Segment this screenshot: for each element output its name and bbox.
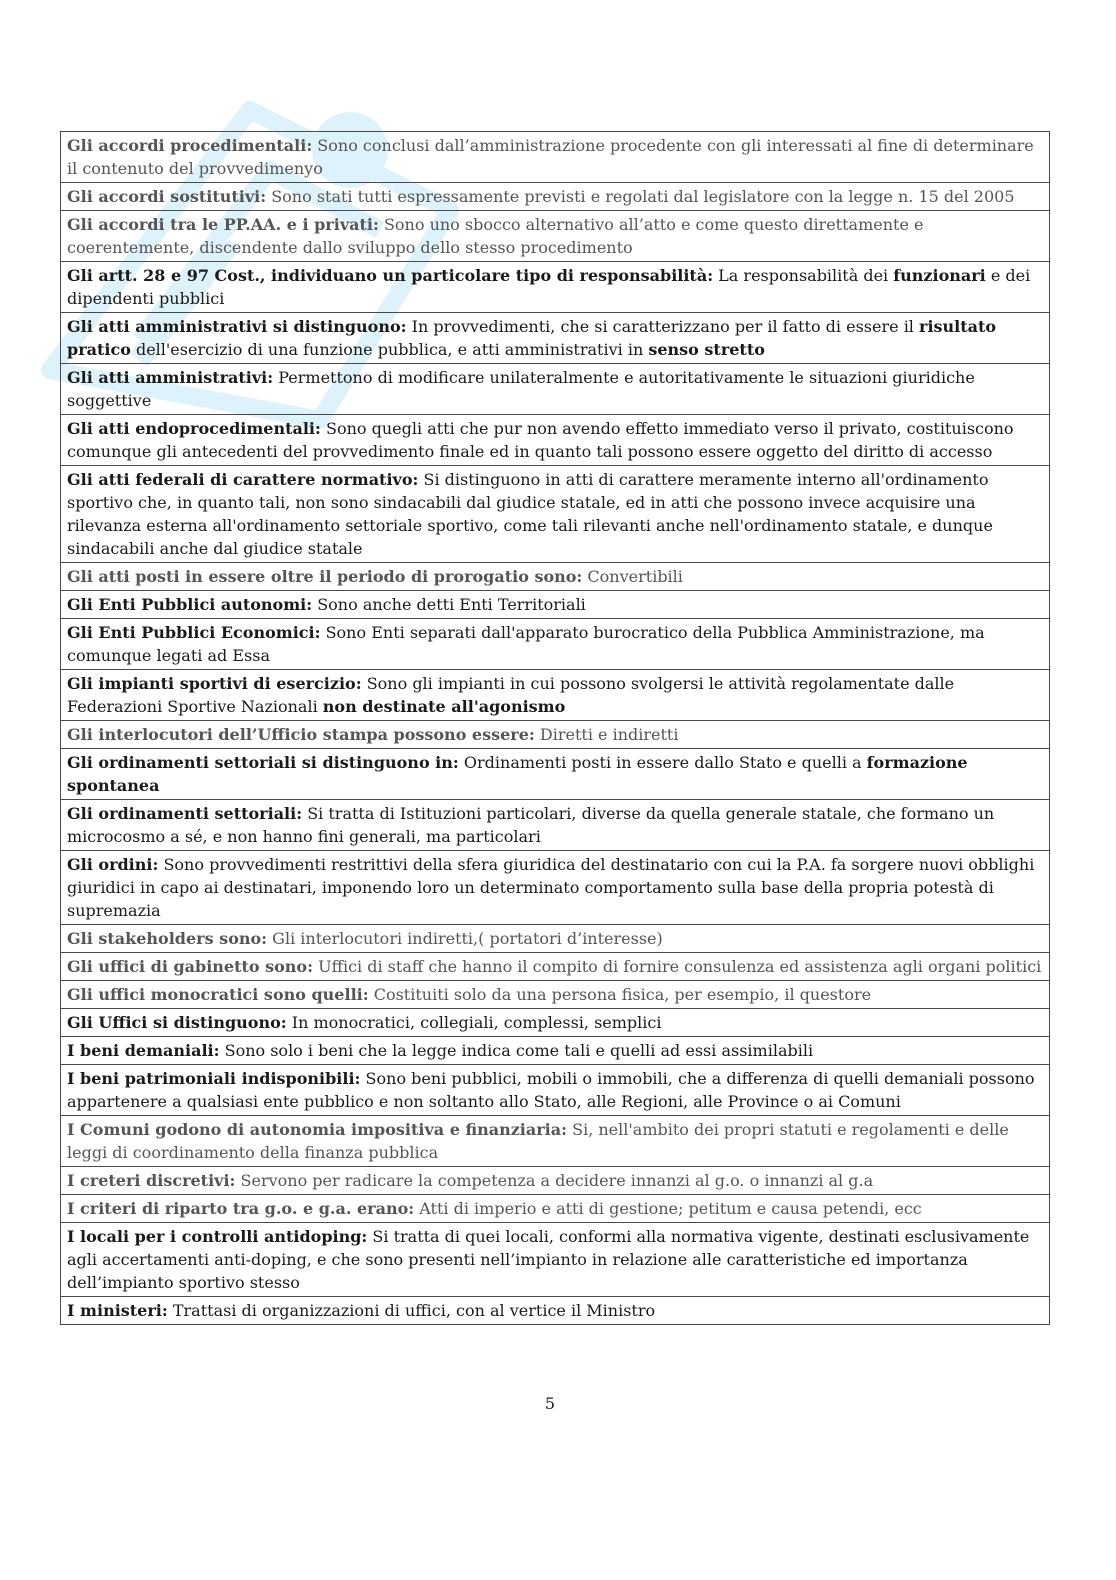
table-row [61,1195,1050,1223]
table-row [61,211,1050,262]
table-row [61,262,1050,313]
table-cell [61,591,1050,619]
question-term: Gli Uffici si distinguono: [67,1013,287,1032]
table-row [61,800,1050,851]
question-term: Gli accordi procedimentali: [67,136,313,155]
question-term: Gli atti posti in essere oltre il periodo di prorogatio sono: [67,567,583,586]
answer-text: Diretti e indiretti [534,725,679,744]
table-row [61,1167,1050,1195]
table-row [61,1116,1050,1167]
table-cell [61,466,1050,563]
answer-text: Si tratta di Istituzioni particolari, diverse da quella generale statale, che formano un microcosmo a sé, e non hanno fini generali, ma particolari [67,804,995,846]
answer-text: La responsabilità dei [713,266,894,285]
answer-text: Ordinamenti posti in essere dallo Stato e quelli a [458,753,867,772]
question-term: I beni patrimoniali indisponibili: [67,1069,361,1088]
table-row [61,1297,1050,1325]
table-row [61,851,1050,925]
table-row [61,466,1050,563]
answer-text: Si tratta di quei locali, conformi alla normativa vigente, destinati esclusivamente agli accertamenti anti-doping, e che sono presenti nell’impianto in relazione alle caratteristiche ed importanza dell’impianto sportivo stesso [67,1227,1030,1292]
table-row [61,721,1050,749]
answer-emphasis: funzionari [893,266,986,285]
table-row [61,364,1050,415]
answer-emphasis: risultato pratico [67,317,997,359]
answer-text: Si, nell'ambito dei propri statuti e regolamenti e delle leggi di coordinamento della finanza pubblica [67,1120,1009,1162]
question-term: I criteri di riparto tra g.o. e g.a. erano: [67,1199,415,1218]
table-cell [61,211,1050,262]
answer-text: Sono provvedimenti restrittivi della sfera giuridica del destinatario con cui la P.A. fa sorgere nuovi obblighi giuridici in capo ai destinatari, imponendo loro un determinato comportamento sulla base della propria potestà di supremazia [67,855,1035,920]
question-term: Gli accordi sostitutivi: [67,187,267,206]
answer-text: Sono uno sbocco alternativo all’atto e come questo direttamente e coerentemente, discendente dallo sviluppo dello stesso procedimento [67,215,924,257]
question-term: Gli ordinamenti settoriali: [67,804,303,823]
question-term: I beni demaniali: [67,1041,220,1060]
answer-text: Atti di imperio e atti di gestione; petitum e causa petendi, ecc [414,1199,922,1218]
answer-text: Sono stati tutti espressamente previsti e regolati dal legislatore con la legge n. 15 del 2005 [266,187,1015,206]
answer-text: Servono per radicare la competenza a decidere innanzi al g.o. o innanzi al g.a [235,1171,874,1190]
table-cell [61,981,1050,1009]
table-cell [61,953,1050,981]
answer-text: Sono conclusi dall’amministrazione procedente con gli interessati al fine di determinare il contenuto del provvedimenyo [67,136,1034,178]
table-row [61,981,1050,1009]
question-term: Gli Enti Pubblici Economici: [67,623,321,642]
table-row [61,749,1050,800]
table-row [61,670,1050,721]
table-cell [61,563,1050,591]
answer-emphasis: non destinate all'agonismo [322,697,566,716]
answer-text: Permettono di modificare unilateralmente e autoritativamente le situazioni giuridiche soggettive [67,368,975,410]
answer-text: Gli interlocutori indiretti,( portatori d’interesse) [267,929,663,948]
table-cell [61,619,1050,670]
table-cell [61,1065,1050,1116]
table-cell [61,132,1050,183]
table-cell [61,800,1050,851]
question-term: Gli atti federali di carattere normativo: [67,470,419,489]
answer-text: dell'esercizio di una funzione pubblica, e atti amministrativi in [130,340,649,359]
table-cell [61,1037,1050,1065]
table-row [61,619,1050,670]
answer-emphasis: senso stretto [648,340,765,359]
table-row [61,591,1050,619]
table-cell [61,262,1050,313]
table-cell [61,721,1050,749]
table-row [61,183,1050,211]
table-cell [61,1009,1050,1037]
question-term: Gli atti amministrativi si distinguono: [67,317,407,336]
table-row [61,1223,1050,1297]
table-cell [61,415,1050,466]
question-term: I ministeri: [67,1301,168,1320]
answer-text: In provvedimenti, che si caratterizzano per il fatto di essere il [406,317,920,336]
answer-text: Sono solo i beni che la legge indica come tali e quelli ad essi assimilabili [219,1041,814,1060]
answer-text: Sono beni pubblici, mobili o immobili, che a differenza di quelli demaniali possono appartenere a qualsiasi ente pubblico e non soltanto allo Stato, alle Regioni, alle Province o ai Comuni [67,1069,1035,1111]
table-cell [61,670,1050,721]
table-row [61,1009,1050,1037]
question-term: Gli uffici di gabinetto sono: [67,957,314,976]
qa-table [60,131,1050,1325]
answer-text: Sono Enti separati dall'apparato burocratico della Pubblica Amministrazione, ma comunque legati ad Essa [67,623,985,665]
table-row [61,563,1050,591]
answer-text: e dei dipendenti pubblici [67,266,1031,308]
answer-text: Convertibili [582,567,683,586]
answer-text: Sono gli impianti in cui possono svolgersi le attività regolamentate dalle Federazioni Sportive Nazionali [67,674,955,716]
question-term: Gli atti endoprocedimentali: [67,419,321,438]
table-row [61,1037,1050,1065]
table-row [61,1065,1050,1116]
question-term: I Comuni godono di autonomia impositiva e finanziaria: [67,1120,568,1139]
answer-emphasis: formazione spontanea [67,753,968,795]
question-term: Gli atti amministrativi: [67,368,274,387]
table-cell [61,1167,1050,1195]
table-cell [61,1116,1050,1167]
table-cell [61,1223,1050,1297]
table-cell [61,183,1050,211]
question-term: Gli impianti sportivi di esercizio: [67,674,362,693]
table-cell [61,1195,1050,1223]
table-row [61,132,1050,183]
page-number: 5 [544,1394,556,1413]
question-term: Gli stakeholders sono: [67,929,268,948]
question-term: Gli ordini: [67,855,159,874]
table-cell [61,749,1050,800]
question-term: Gli ordinamenti settoriali si distinguono in: [67,753,459,772]
table-cell [61,1297,1050,1325]
question-term: Gli interlocutori dell’Ufficio stampa possono essere: [67,725,535,744]
question-term: I locali per i controlli antidoping: [67,1227,368,1246]
answer-text: Costituiti solo da una persona fisica, per esempio, il questore [368,985,872,1004]
question-term: I creteri discretivi: [67,1171,236,1190]
table-cell [61,364,1050,415]
question-term: Gli uffici monocratici sono quelli: [67,985,369,1004]
qa-table-body [61,132,1050,1325]
table-row [61,953,1050,981]
question-term: Gli artt. 28 e 97 Cost., individuano un particolare tipo di responsabilità: [67,266,714,285]
table-cell [61,851,1050,925]
answer-text: Uffici di staff che hanno il compito di fornire consulenza ed assistenza agli organi politici [313,957,1042,976]
question-term: Gli Enti Pubblici autonomi: [67,595,313,614]
table-row [61,313,1050,364]
table-row [61,925,1050,953]
question-term: Gli accordi tra le PP.AA. e i privati: [67,215,379,234]
answer-text: In monocratici, collegiali, complessi, semplici [286,1013,662,1032]
answer-text: Sono anche detti Enti Territoriali [312,595,586,614]
answer-text: Trattasi di organizzazioni di uffici, con al vertice il Ministro [167,1301,656,1320]
table-cell [61,313,1050,364]
table-cell [61,925,1050,953]
table-row [61,415,1050,466]
answer-text: Sono quegli atti che pur non avendo effetto immediato verso il privato, costituiscono comunque gli antecedenti del provvedimento finale ed in quanto tali possono essere oggetto del diritto di accesso [67,419,1014,461]
answer-text: Si distinguono in atti di carattere meramente interno all'ordinamento sportivo che, in quanto tali, non sono sindacabili dal giudice statale, ed in atti che possono invece acquisire una rilevanza esterna all'ordinamento settoriale sportivo, come tali rilevanti anche nell'ordinamento statale, e dunque sindacabili anche dal giudice statale [67,470,993,558]
